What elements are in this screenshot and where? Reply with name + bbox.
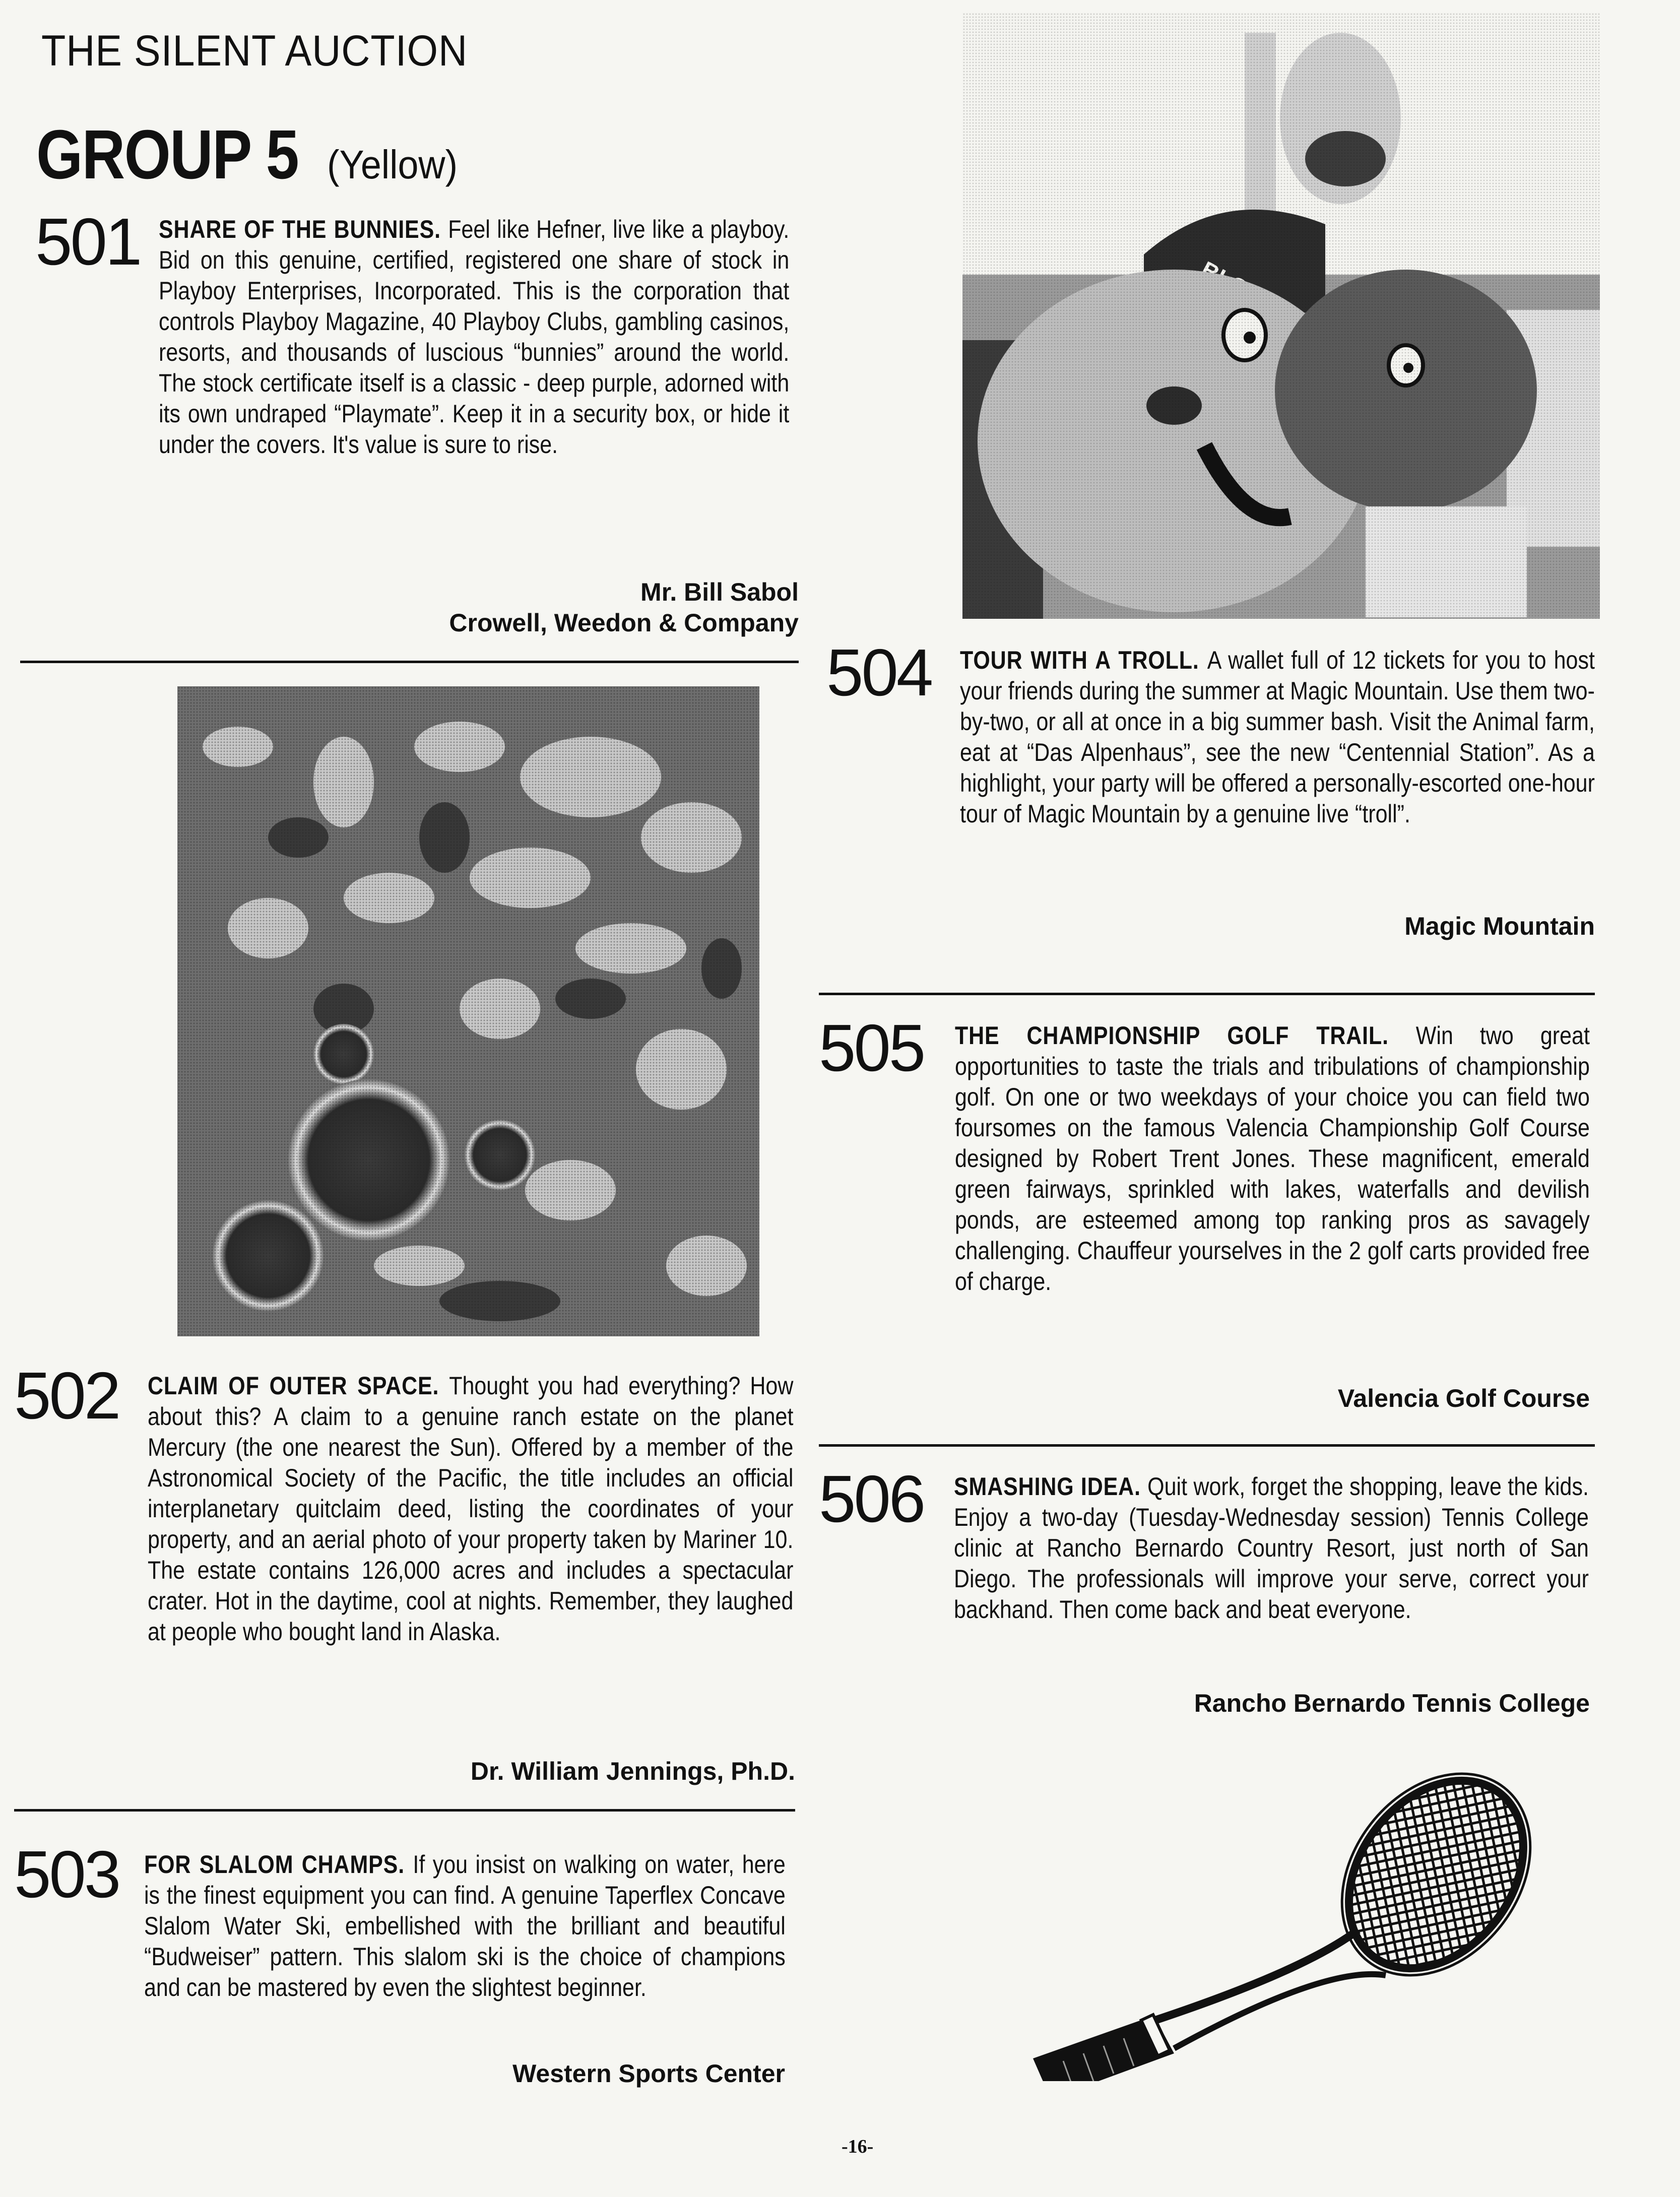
separator-rule [20, 661, 799, 663]
troll-mascots-image [962, 13, 1600, 619]
item-body: Thought you had everything? How about this? A claim to a genuine ranch estate on the planet Mercury (the one nearest the Sun). Offered by a member of the Astronomical Society of the Pacific, the title includes an official interplanetary quitclaim deed, listing the coordinates of your property, and an aerial photo of your property taken by Mariner 10. The estate contains 126,000 acres and includes a spectacular crater. Hot in the daytime, cool at nights. Remember, they laughed at people who bought land in Alaska. [148, 1372, 794, 1646]
section-kicker: THE SILENT AUCTION [41, 27, 468, 75]
item-number: 504 [826, 635, 932, 709]
item-number: 506 [819, 1462, 924, 1536]
item-description [144, 1849, 786, 2003]
donor-name: Dr. William Jennings, Ph.D. [470, 1757, 795, 1785]
auction-item-504 [826, 635, 1595, 957]
auction-item-502 [14, 1359, 795, 1801]
tennis-racket-illustration [1003, 1759, 1582, 2081]
item-body: A wallet full of 12 tickets for you to host your friends during the summer at Magic Mountain. Use them two-by-two, or all at once in a big summer bash. Visit the Animal farm, eat at “Das Alpenhaus”, see the new “Centennial Station”. As a highlight, your party will be offered a personally-escorted one-hour tour of Magic Mountain by a genuine live “troll”. [960, 646, 1595, 828]
group-color-label: (Yellow) [327, 142, 458, 187]
item-description [148, 1371, 793, 1647]
donor-name: Valencia Golf Course [1337, 1384, 1590, 1412]
page-number: -16- [842, 2136, 874, 2157]
item-number: 505 [819, 1011, 924, 1085]
separator-rule [819, 993, 1595, 995]
magic-mountain-troll-photo [962, 13, 1600, 619]
item-number: 502 [14, 1359, 119, 1433]
item-body: Feel like Hefner, live like a playboy. Bid on this genuine, certified, registered one share of stock in Playboy Enterprises, Incorporated. This is the corporation that controls Playboy Magazine, 40 Playboy Clubs, gambling casinos, resorts, and thousands of luscious “bunnies” around the world. The stock certificate itself is a classic - deep purple, adorned with its own undraped “Playmate”. Keep it in a security box, or hide it under the covers. It's value is sure to rise. [159, 215, 790, 459]
item-description [955, 1020, 1590, 1297]
crater-image [177, 686, 759, 1336]
item-title: FOR SLALOM CHAMPS. [144, 1850, 413, 1879]
tennis-racket-icon [1003, 1759, 1582, 2081]
item-title: SHARE OF THE BUNNIES. [159, 215, 448, 243]
item-donor [1404, 911, 1595, 942]
item-number: 503 [14, 1837, 119, 1911]
item-body: If you insist on walking on water, here is the finest equipment you can find. A genuine Taperflex Concave Slalom Water Ski, embellished with the brilliant and beautiful “Budweiser” pattern. This slalom ski is the choice of champions and can be mastered by even the slightest beginner. [144, 1850, 786, 2001]
item-donor [512, 2058, 785, 2089]
item-donor [471, 1756, 795, 1787]
item-description [954, 1471, 1589, 1625]
item-title: TOUR WITH A TROLL. [960, 646, 1207, 674]
separator-rule [14, 1809, 795, 1812]
item-description [159, 214, 789, 460]
group-heading [36, 115, 469, 195]
donor-company: Crowell, Weedon & Company [449, 609, 799, 637]
item-number: 501 [35, 205, 141, 279]
auction-item-506 [819, 1462, 1590, 1733]
donor-name: Western Sports Center [512, 2059, 785, 2088]
item-body: Win two great opportunities to taste the trials and tribulations of championship golf. On one or two weekdays of your choice you can field two foursomes on the famous Valencia Championship Golf Course designed by Robert Trent Jones. These magnificent, emerald green fairways, sprinkled with lakes, waterfalls and devilish ponds, are esteemed among top ranking pros as savagely challenging. Chauffeur yourselves in the 2 golf carts provided free of charge. [955, 1021, 1590, 1296]
auction-item-501 [35, 205, 799, 648]
item-title: SMASHING IDEA. [954, 1472, 1148, 1501]
item-donor [1194, 1688, 1590, 1719]
item-description [960, 645, 1595, 829]
auction-item-505 [819, 1011, 1590, 1424]
donor-name: Mr. Bill Sabol [640, 578, 799, 606]
group-title: GROUP 5 [36, 116, 299, 193]
item-donor [1338, 1383, 1590, 1414]
item-title: THE CHAMPIONSHIP GOLF TRAIL. [955, 1021, 1416, 1050]
auction-item-503 [14, 1837, 786, 2099]
donor-name: Magic Mountain [1404, 912, 1595, 940]
item-title: CLAIM OF OUTER SPACE. [148, 1372, 449, 1400]
item-donor [449, 577, 799, 638]
donor-name: Rancho Bernardo Tennis College [1194, 1689, 1590, 1717]
mercury-surface-photo [177, 686, 759, 1336]
separator-rule [819, 1444, 1595, 1447]
item-body: Quit work, forget the shopping, leave the kids. Enjoy a two-day (Tuesday-Wednesday session) Tennis College clinic at Rancho Bernardo Country Resort, just north of San Diego. The professionals will improve your serve, correct your backhand. Then come back and beat everyone. [954, 1472, 1589, 1624]
